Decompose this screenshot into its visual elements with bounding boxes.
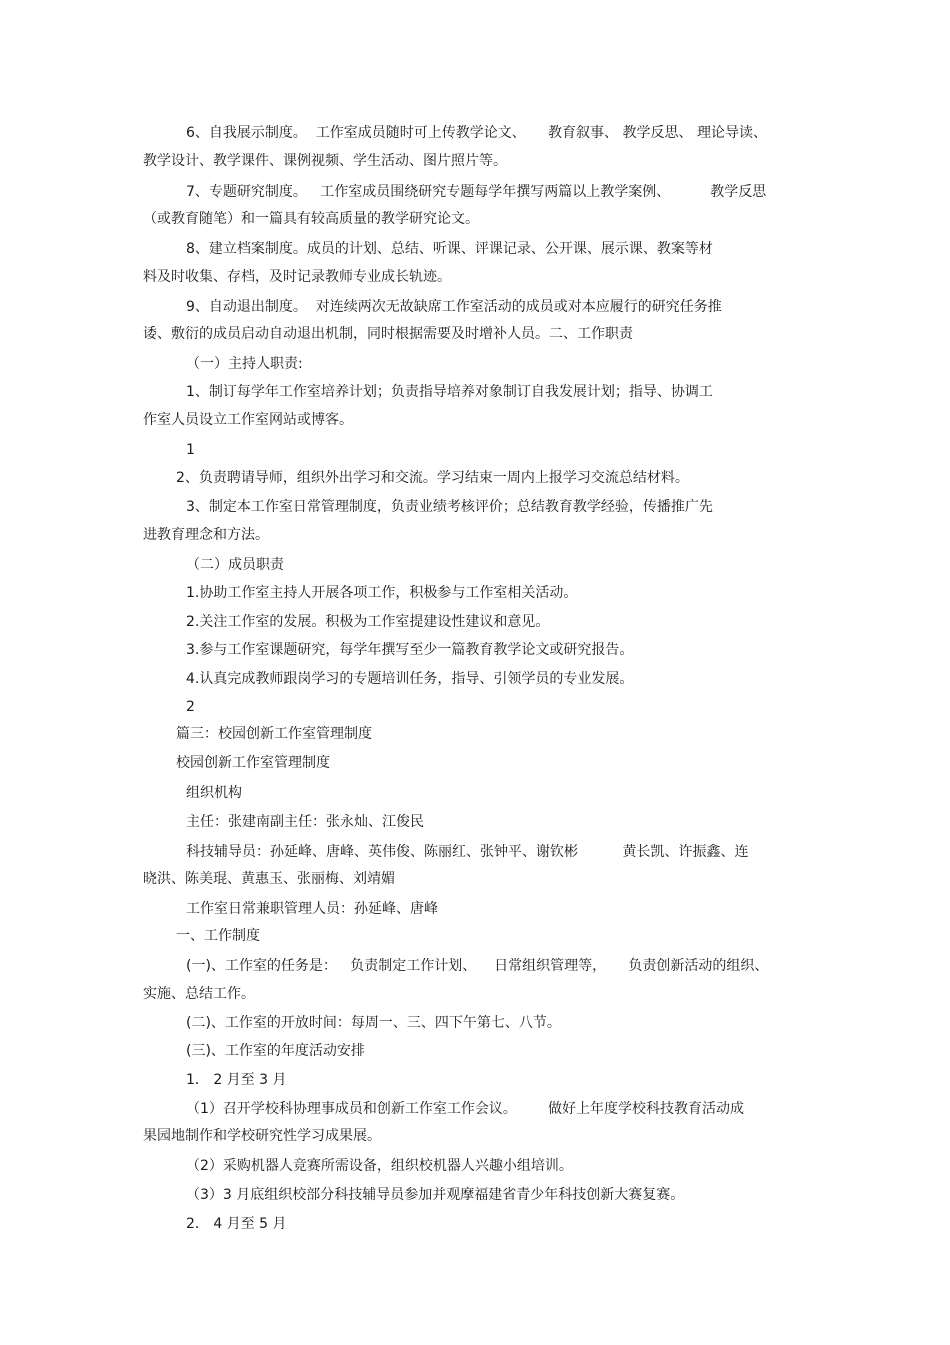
text-line: 诿、敷衍的成员启动自动退出机制，同时根据需要及时增补人员。二、工作职责 (143, 326, 633, 342)
text-line: （或教育随笔）和一篇具有较高质量的教学研究论文。 (143, 211, 479, 227)
text-line: （3）3 月底组织校部分科技辅导员参加并观摩福建省青少年科技创新大赛复赛。 (186, 1187, 685, 1203)
section-heading: 组织机构 (186, 785, 242, 801)
text-line: 9、自动退出制度。 对连续两次无故缺席工作室活动的成员或对本应履行的研究任务推 (186, 299, 722, 315)
text-line: 晓洪、陈美琨、黄惠玉、张丽梅、刘靖媚 (143, 871, 395, 887)
text-line: 3、制定本工作室日常管理制度，负责业绩考核评价；总结教育教学经验，传播推广先 (186, 499, 713, 515)
text-line: 2、负责聘请导师，组织外出学习和交流。学习结束一周内上报学习交流总结材料。 (176, 470, 689, 486)
text-line: 8、建立档案制度。成员的计划、总结、听课、评课记录、公开课、展示课、教案等材 (186, 241, 713, 257)
text-line: 1、制订每学年工作室培养计划；负责指导培养对象制订自我发展计划；指导、协调工 (186, 384, 713, 400)
document-title: 校园创新工作室管理制度 (176, 755, 330, 771)
section-heading: 一、工作制度 (176, 928, 260, 944)
text-line: 主任：张建南副主任：张永灿、江俊民 (186, 814, 424, 830)
text-line: 作室人员设立工作室网站或博客。 (143, 412, 353, 428)
text-line: 6、自我展示制度。 工作室成员随时可上传教学论文、 教育叙事、 教学反思、 理论导读、 (186, 125, 767, 141)
page-number: 1 (186, 442, 195, 458)
section-heading: （一）主持人职责: (186, 356, 303, 372)
text-line: (二)、工作室的开放时间：每周一、三、四下午第七、八节。 (186, 1015, 561, 1031)
text-line: 4.认真完成教师跟岗学习的专题培训任务，指导、引领学员的专业发展。 (186, 671, 634, 687)
text-line: 教学设计、教学课件、课例视频、学生活动、图片照片等。 (143, 153, 507, 169)
text-line: （2）采购机器人竞赛所需设备，组织校机器人兴趣小组培训。 (186, 1158, 573, 1174)
text-line: (一)、工作室的任务是： 负责制定工作计划、 日常组织管理等， 负责创新活动的组织、 (186, 958, 769, 974)
page-number: 2 (186, 699, 195, 715)
text-line: （1）召开学校科协理事成员和创新工作室工作会议。 做好上年度学校科技教育活动成 (186, 1101, 745, 1117)
text-line: 料及时收集、存档，及时记录教师专业成长轨迹。 (143, 269, 451, 285)
subsection-heading: 1． 2 月至 3 月 (186, 1072, 287, 1088)
subsection-heading: 2． 4 月至 5 月 (186, 1216, 287, 1232)
text-line: 果园地制作和学校研究性学习成果展。 (143, 1128, 381, 1144)
text-line: 2.关注工作室的发展。积极为工作室提建设性建议和意见。 (186, 614, 550, 630)
text-line: 实施、总结工作。 (143, 986, 255, 1002)
text-line: 1.协助工作室主持人开展各项工作，积极参与工作室相关活动。 (186, 585, 578, 601)
section-heading: （二）成员职责 (186, 557, 284, 573)
text-line: 3.参与工作室课题研究，每学年撰写至少一篇教育教学论文或研究报告。 (186, 642, 634, 658)
text-line: 7、专题研究制度。 工作室成员围绕研究专题每学年撰写两篇以上教学案例、 教学反思 (186, 184, 767, 200)
chapter-heading: 篇三：校园创新工作室管理制度 (176, 726, 372, 742)
text-line: 科技辅导员：孙延峰、唐峰、英伟俊、陈丽红、张钟平、谢钦彬 黄长凯、许振鑫、连 (186, 844, 749, 860)
text-line: (三)、工作室的年度活动安排 (186, 1043, 365, 1059)
text-line: 进教育理念和方法。 (143, 527, 269, 543)
text-line: 工作室日常兼职管理人员：孙延峰、唐峰 (186, 901, 438, 917)
